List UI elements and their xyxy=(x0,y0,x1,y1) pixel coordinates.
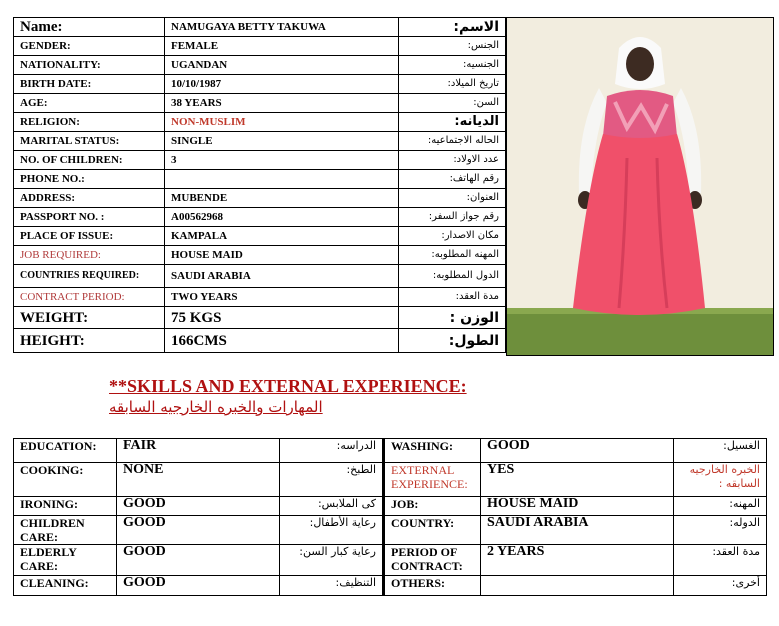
age-label-ar: السن: xyxy=(399,94,506,113)
marital-value: SINGLE xyxy=(165,132,399,151)
passport-label-ar: رقم جواز السفر: xyxy=(399,208,506,227)
phone-value xyxy=(165,170,399,189)
country-label: COUNTRY: xyxy=(384,516,481,545)
profile-row-height xyxy=(14,329,506,353)
ironing-label: IRONING: xyxy=(14,497,117,516)
job-skill-label-ar: المهنه: xyxy=(674,497,767,516)
issue-label: PLACE OF ISSUE: xyxy=(14,227,165,246)
cooking-value: NONE xyxy=(117,463,280,497)
profile-row-children xyxy=(14,151,506,170)
candidate-photo-figure xyxy=(507,18,773,355)
elderly-care-label: ELDERLY CARE: xyxy=(14,545,117,576)
profile-row-passport xyxy=(14,208,506,227)
contract-value: TWO YEARS xyxy=(165,288,399,307)
job-label-ar: المهنه المطلوبه: xyxy=(399,246,506,265)
others-label: OTHERS: xyxy=(384,576,481,596)
age-label: AGE: xyxy=(14,94,165,113)
phone-label: PHONE NO.: xyxy=(14,170,165,189)
height-label: HEIGHT: xyxy=(14,329,165,353)
elderly-care-label-ar: رعاية كبار السن: xyxy=(280,545,384,576)
skills-row xyxy=(14,439,767,463)
skills-title: **SKILLS AND EXTERNAL EXPERIENCE: xyxy=(109,376,467,396)
profile-row-phone xyxy=(14,170,506,189)
gender-value: FEMALE xyxy=(165,37,399,56)
education-value: FAIR xyxy=(117,439,280,463)
others-value xyxy=(481,576,674,596)
birthdate-label: BIRTH DATE: xyxy=(14,75,165,94)
countries-label-ar: الدول المطلوبه: xyxy=(399,265,506,288)
washing-label: WASHING: xyxy=(384,439,481,463)
phone-label-ar: رقم الهاتف: xyxy=(399,170,506,189)
period-label: PERIOD OF CONTRACT: xyxy=(384,545,481,576)
marital-label: MARITAL STATUS: xyxy=(14,132,165,151)
profile-row-religion xyxy=(14,113,506,132)
nationality-value: UGANDAN xyxy=(165,56,399,75)
profile-table xyxy=(13,17,506,353)
birthdate-label-ar: تاريخ الميلاد: xyxy=(399,75,506,94)
passport-label: PASSPORT NO. : xyxy=(14,208,165,227)
cooking-label-ar: الطبخ: xyxy=(280,463,384,497)
ironing-label-ar: كى الملابس: xyxy=(280,497,384,516)
cleaning-label-ar: التنظيف: xyxy=(280,576,384,596)
candidate-photo xyxy=(506,17,774,356)
skills-row xyxy=(14,576,767,596)
profile-row-weight xyxy=(14,307,506,329)
birthdate-value: 10/10/1987 xyxy=(165,75,399,94)
children-value: 3 xyxy=(165,151,399,170)
profile-row-gender xyxy=(14,37,506,56)
gender-label: GENDER: xyxy=(14,37,165,56)
nationality-label: NATIONALITY: xyxy=(14,56,165,75)
cooking-label: COOKING: xyxy=(14,463,117,497)
cleaning-value: GOOD xyxy=(117,576,280,596)
skills-table xyxy=(13,438,767,596)
profile-row-birthdate xyxy=(14,75,506,94)
job-value: HOUSE MAID xyxy=(165,246,399,265)
contract-label-ar: مدة العقد: xyxy=(399,288,506,307)
job-label: JOB REQUIRED: xyxy=(14,246,165,265)
countries-label: COUNTRIES REQUIRED: xyxy=(14,265,165,288)
profile-row-issue xyxy=(14,227,506,246)
skills-row xyxy=(14,545,767,576)
height-value: 166CMS xyxy=(165,329,399,353)
education-label: EDUCATION: xyxy=(14,439,117,463)
children-care-value: GOOD xyxy=(117,516,280,545)
gender-label-ar: الجنس: xyxy=(399,37,506,56)
children-care-label-ar: رعاية الأطفال: xyxy=(280,516,384,545)
children-label: NO. OF CHILDREN: xyxy=(14,151,165,170)
name-label: Name: xyxy=(14,18,165,37)
profile-row-nationality xyxy=(14,56,506,75)
children-label-ar: عدد الاولاد: xyxy=(399,151,506,170)
weight-value: 75 KGS xyxy=(165,307,399,329)
marital-label-ar: الحاله الاجتماعيه: xyxy=(399,132,506,151)
nationality-label-ar: الجنسيه: xyxy=(399,56,506,75)
elderly-care-value: GOOD xyxy=(117,545,280,576)
country-value: SAUDI ARABIA xyxy=(481,516,674,545)
external-experience-label: EXTERNAL EXPERIENCE: xyxy=(384,463,481,497)
address-value: MUBENDE xyxy=(165,189,399,208)
profile-row-address xyxy=(14,189,506,208)
address-label-ar: العنوان: xyxy=(399,189,506,208)
countries-value: SAUDI ARABIA xyxy=(165,265,399,288)
issue-value: KAMPALA xyxy=(165,227,399,246)
skills-title-ar: المهارات والخبره الخارجيه السابقه xyxy=(109,398,323,416)
skills-row xyxy=(14,497,767,516)
profile-row-contract xyxy=(14,288,506,307)
name-value: NAMUGAYA BETTY TAKUWA xyxy=(165,18,399,37)
profile-row-name xyxy=(14,18,506,37)
issue-label-ar: مكان الاصدار: xyxy=(399,227,506,246)
skills-row xyxy=(14,516,767,545)
address-label: ADDRESS: xyxy=(14,189,165,208)
country-label-ar: الدوله: xyxy=(674,516,767,545)
age-value: 38 YEARS xyxy=(165,94,399,113)
weight-label: WEIGHT: xyxy=(14,307,165,329)
external-experience-label-ar: الخبره الخارجيه السابقه : xyxy=(674,463,767,497)
passport-value: A00562968 xyxy=(165,208,399,227)
contract-label: CONTRACT PERIOD: xyxy=(14,288,165,307)
profile-row-job xyxy=(14,246,506,265)
period-value: 2 YEARS xyxy=(481,545,674,576)
period-label-ar: مدة العقد: xyxy=(674,545,767,576)
weight-label-ar: الوزن : xyxy=(399,307,506,329)
education-label-ar: الدراسه: xyxy=(280,439,384,463)
profile-row-countries xyxy=(14,265,506,288)
profile-row-marital xyxy=(14,132,506,151)
name-label-ar: الاسم: xyxy=(399,18,506,37)
religion-label: RELIGION: xyxy=(14,113,165,132)
height-label-ar: الطول: xyxy=(399,329,506,353)
religion-label-ar: الديانه: xyxy=(399,113,506,132)
religion-value: NON-MUSLIM xyxy=(165,113,399,132)
others-label-ar: أخرى: xyxy=(674,576,767,596)
job-skill-label: JOB: xyxy=(384,497,481,516)
skills-row xyxy=(14,463,767,497)
external-experience-value: YES xyxy=(481,463,674,497)
profile-row-age xyxy=(14,94,506,113)
washing-label-ar: الغسيل: xyxy=(674,439,767,463)
cleaning-label: CLEANING: xyxy=(14,576,117,596)
children-care-label: CHILDREN CARE: xyxy=(14,516,117,545)
ironing-value: GOOD xyxy=(117,497,280,516)
washing-value: GOOD xyxy=(481,439,674,463)
job-skill-value: HOUSE MAID xyxy=(481,497,674,516)
